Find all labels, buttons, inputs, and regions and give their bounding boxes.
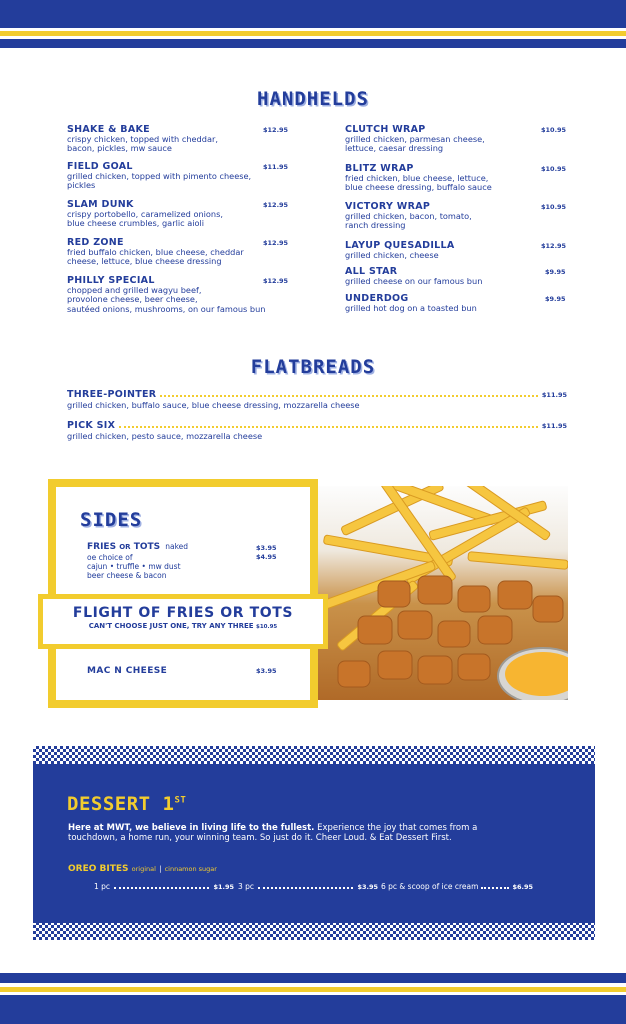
item-desc: pickles — [67, 180, 96, 191]
oreo-option-original: original — [131, 865, 156, 873]
dotted-leader — [160, 392, 538, 397]
mac-price: $3.95 — [256, 667, 277, 675]
flatbread-item — [67, 389, 567, 410]
item-desc: grilled chicken, parmesan cheese, — [345, 134, 485, 144]
top-blue-stripe — [0, 39, 626, 48]
dotted-leader — [114, 885, 209, 889]
item-price: $11.95 — [263, 163, 289, 171]
item-name: BLITZ WRAP — [345, 163, 414, 174]
checker-border-bottom — [33, 922, 595, 940]
item-desc: provolone cheese, beer cheese, — [67, 294, 198, 305]
bottom-band — [0, 995, 626, 1024]
sides-title: SIDES — [80, 509, 143, 531]
item-name: SLAM DUNK — [67, 199, 134, 210]
item-desc: fried buffalo chicken, blue cheese, cheddar — [67, 247, 244, 257]
item-name: FIELD GOAL — [67, 161, 133, 172]
fries-line — [87, 542, 188, 552]
checker-border-top — [33, 746, 595, 764]
item-price: $9.95 — [545, 295, 566, 303]
item-desc: grilled chicken, bacon, tomato, — [345, 211, 472, 221]
flatbreads-title: FLATBREADS — [250, 356, 376, 378]
item-name: ALL STAR — [345, 266, 398, 277]
item-desc: ranch dressing — [345, 220, 406, 231]
fries-tots-photo — [318, 486, 568, 700]
item-price: $10.95 — [541, 203, 567, 211]
dessert-intro-bold: Here at MWT, we believe in living life to the fullest. — [68, 823, 315, 833]
handhelds-title: HANDHELDS — [257, 88, 369, 110]
fries-or: OR — [119, 543, 131, 551]
item-price: $10.95 — [541, 165, 567, 173]
dessert-panel — [33, 764, 595, 923]
dessert-title-text: DESSERT 1 — [67, 793, 175, 815]
bottom-blue-stripe — [0, 973, 626, 983]
item-name: VICTORY WRAP — [345, 201, 431, 212]
dessert-title — [67, 793, 186, 815]
menu-item — [345, 240, 535, 260]
item-desc: grilled chicken, cheese — [345, 250, 439, 260]
item-price: $12.95 — [263, 239, 289, 247]
item-name: CLUTCH WRAP — [345, 124, 426, 135]
fries-price-naked: $3.95 — [256, 544, 277, 552]
item-name: THREE-POINTER — [67, 389, 157, 400]
item-desc: cheese, lettuce, blue cheese dressing — [67, 256, 222, 267]
dotted-leader — [258, 885, 353, 889]
top-gold-stripe — [0, 31, 626, 36]
flight-sub-line — [43, 622, 323, 630]
menu-item — [67, 199, 262, 229]
oreo-line — [68, 864, 217, 874]
item-name: PICK SIX — [67, 420, 116, 431]
fries-tots: TOTS — [133, 542, 161, 552]
item-desc: sautéed onions, mushrooms, on our famous bun — [67, 303, 266, 314]
bottom-gold-stripe — [0, 987, 626, 992]
menu-item — [67, 161, 272, 191]
menu-item — [345, 293, 535, 313]
oreo-size — [94, 882, 234, 891]
oreo-size-price: $1.95 — [213, 883, 234, 891]
menu-item — [67, 237, 267, 267]
item-price: $11.95 — [541, 390, 567, 399]
mac-name: MAC N CHEESE — [87, 666, 168, 676]
dotted-leader — [119, 423, 538, 428]
menu-item — [67, 275, 287, 314]
item-name: SHAKE & BAKE — [67, 124, 150, 135]
item-desc: grilled chicken, topped with pimento cheese, — [67, 171, 252, 181]
item-desc: grilled chicken, buffalo sauce, blue cheese dressing, mozzarella cheese — [67, 400, 360, 410]
fries-options — [87, 553, 247, 580]
fries-naked: naked — [165, 542, 189, 551]
oreo-size-price: $6.95 — [512, 883, 533, 891]
item-desc: fried chicken, blue cheese, lettuce, — [345, 173, 489, 183]
oreo-separator: | — [159, 865, 162, 873]
menu-item — [67, 124, 262, 154]
item-name: RED ZONE — [67, 237, 124, 248]
flight-panel — [43, 599, 323, 644]
item-desc: bacon, pickles, mw sauce — [67, 143, 172, 154]
item-desc: blue cheese crumbles, garlic aioli — [67, 218, 205, 229]
dessert-intro-rest: Experience the joy that comes from a — [314, 823, 478, 833]
item-desc: blue cheese dressing, buffalo sauce — [345, 182, 492, 193]
menu-item — [345, 201, 535, 231]
item-price: $12.95 — [263, 126, 289, 134]
oreo-size — [381, 882, 533, 891]
item-desc: crispy chicken, topped with cheddar, — [67, 134, 218, 144]
item-desc: crispy portobello, caramelized onions, — [67, 209, 223, 219]
oreo-option-cinnamon: cinnamon sugar — [164, 865, 217, 873]
oreo-size-label: 1 pc — [94, 882, 111, 891]
item-desc: chopped and grilled wagyu beef, — [67, 285, 202, 295]
fries-option-line: oe choice of — [87, 553, 133, 562]
fries-name: FRIES — [87, 542, 117, 552]
item-price: $12.95 — [263, 277, 289, 285]
flight-title: FLIGHT OF FRIES OR TOTS — [72, 605, 294, 621]
fries-price-loaded: $4.95 — [256, 553, 277, 561]
dessert-intro — [68, 823, 568, 843]
fries-option-line: cajun • truffle • mw dust — [87, 562, 181, 571]
menu-item — [345, 163, 535, 193]
item-price: $12.95 — [541, 242, 567, 250]
oreo-size-label: 6 pc & scoop of ice cream — [381, 882, 479, 891]
menu-item — [345, 124, 535, 154]
item-desc: grilled chicken, pesto sauce, mozzarella cheese — [67, 431, 263, 441]
item-price: $11.95 — [541, 421, 567, 430]
oreo-name: OREO BITES — [68, 864, 129, 874]
flight-subtitle: CAN'T CHOOSE JUST ONE, TRY ANY THREE — [88, 622, 254, 630]
oreo-size — [238, 882, 378, 891]
item-price: $10.95 — [541, 126, 567, 134]
menu-item — [345, 266, 535, 286]
item-price: $12.95 — [263, 201, 289, 209]
item-desc: lettuce, caesar dressing — [345, 143, 444, 154]
flatbread-item — [67, 420, 567, 441]
fries-option-line: beer cheese & bacon — [87, 571, 167, 580]
item-name: LAYUP QUESADILLA — [345, 240, 455, 251]
oreo-size-label: 3 pc — [238, 882, 255, 891]
top-band — [0, 0, 626, 28]
item-desc: grilled hot dog on a toasted bun — [345, 303, 477, 313]
fries-tots-illustration — [318, 486, 568, 700]
item-desc: grilled cheese on our famous bun — [345, 276, 483, 286]
dessert-intro-line2: touchdown, a home run, your winning team. So just do it. Cheer Loud. & Eat Dessert First. — [68, 833, 452, 843]
item-price: $9.95 — [545, 268, 566, 276]
dessert-title-sup: ST — [174, 795, 187, 806]
item-name: PHILLY SPECIAL — [67, 275, 155, 286]
item-name: UNDERDOG — [345, 293, 409, 304]
flight-price: $10.95 — [256, 624, 278, 630]
dotted-leader — [481, 885, 509, 889]
oreo-size-price: $3.95 — [357, 883, 378, 891]
